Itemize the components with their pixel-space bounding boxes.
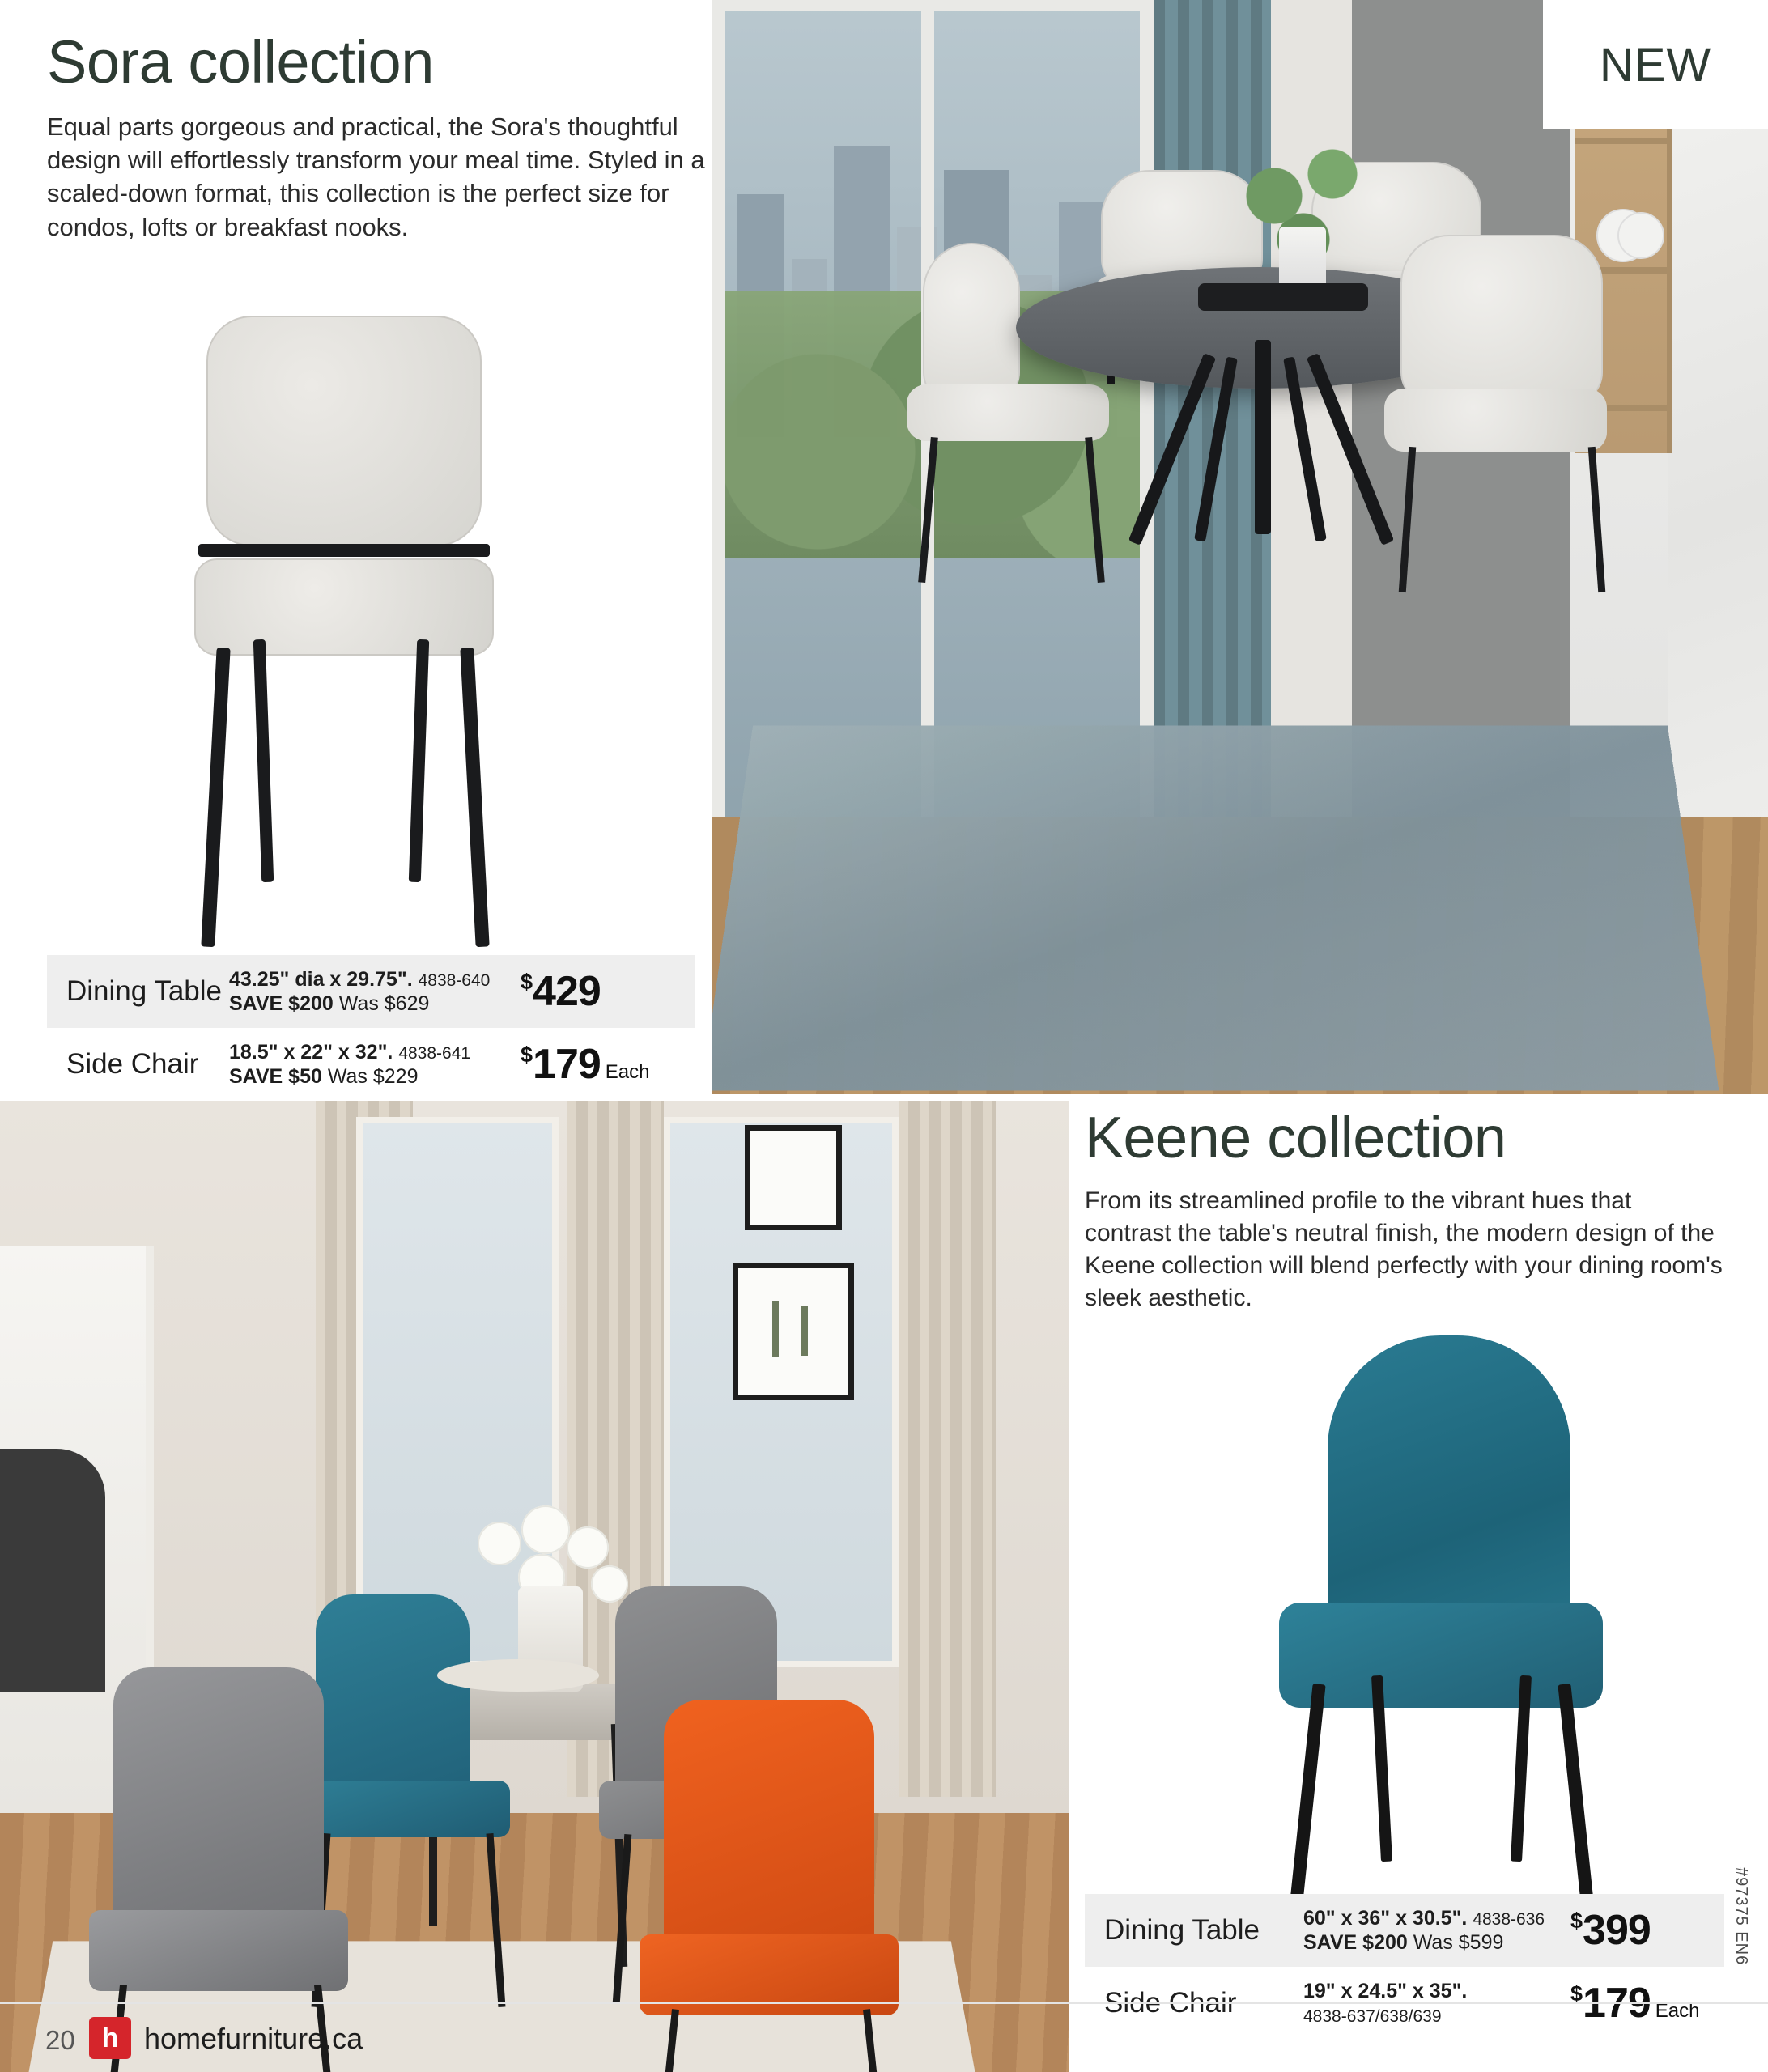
price-unit: Each bbox=[1655, 2000, 1700, 2022]
window-mullion bbox=[712, 0, 1158, 11]
product-price bbox=[521, 967, 606, 1016]
product-name: Dining Table bbox=[66, 975, 222, 1007]
chair-frame-bar bbox=[198, 544, 490, 557]
keene-title: Keene collection bbox=[1085, 1106, 1507, 1170]
product-save: SAVE $200 bbox=[229, 992, 334, 1015]
product-dimensions: 18.5" x 22" x 32". bbox=[229, 1041, 393, 1064]
product-details bbox=[229, 967, 521, 1016]
chair-back bbox=[206, 316, 482, 546]
product-was-price: Was $599 bbox=[1413, 1931, 1504, 1954]
product-price bbox=[521, 1040, 650, 1089]
chair-seat bbox=[194, 558, 494, 656]
area-rug-graphic bbox=[712, 725, 1719, 1090]
currency-symbol: $ bbox=[1570, 1981, 1583, 2006]
currency-symbol: $ bbox=[521, 970, 533, 994]
brand-logo-icon: h bbox=[89, 2017, 131, 2059]
firebox-graphic bbox=[0, 1449, 105, 1692]
tray-graphic bbox=[1198, 283, 1368, 311]
product-name: Side Chair bbox=[66, 1048, 199, 1080]
vase-graphic bbox=[1279, 227, 1326, 288]
currency-symbol: $ bbox=[1570, 1909, 1583, 1933]
product-dimensions: 60" x 36" x 30.5". bbox=[1303, 1907, 1468, 1930]
price-unit: Each bbox=[605, 1061, 650, 1083]
window-mullion bbox=[712, 0, 725, 817]
product-name: Side Chair bbox=[1104, 1987, 1237, 2019]
product-was-price: Was $629 bbox=[338, 992, 430, 1015]
product-details bbox=[229, 1040, 521, 1089]
product-sku: 4838-636 bbox=[1473, 1910, 1545, 1929]
price-amount: 399 bbox=[1583, 1907, 1651, 1954]
product-dimensions: 43.25" dia x 29.75". bbox=[229, 968, 413, 991]
sora-description: Equal parts gorgeous and practical, the Sora's thoughtful design will effortlessly transform your meal time. Styled in a scaled-down format, this collection is the perfect size for condos, lofts or breakfast nooks. bbox=[47, 113, 705, 241]
product-sku: 4838-640 bbox=[418, 971, 491, 990]
tray-graphic bbox=[437, 1659, 599, 1692]
table-base-graphic bbox=[1133, 340, 1392, 558]
product-price bbox=[1570, 1906, 1655, 1955]
sora-side-chair-product-image bbox=[170, 316, 534, 955]
plate-graphic bbox=[1617, 212, 1664, 259]
table-row bbox=[1085, 1894, 1724, 1967]
currency-symbol: $ bbox=[521, 1042, 533, 1067]
website-url[interactable]: homefurniture.ca bbox=[144, 2022, 363, 2055]
product-save: SAVE $200 bbox=[1303, 1931, 1408, 1954]
product-details bbox=[1303, 1906, 1570, 1955]
new-badge bbox=[1543, 0, 1768, 130]
keene-room-photo bbox=[0, 1101, 1069, 2072]
chair-seat bbox=[1279, 1603, 1603, 1708]
keene-text-block bbox=[1085, 1106, 1724, 1314]
price-amount: 179 bbox=[533, 1041, 601, 1088]
page-number: 20 bbox=[45, 2025, 75, 2055]
product-dimensions: 19" x 24.5" x 35". bbox=[1303, 1980, 1468, 2002]
product-save: SAVE $50 bbox=[229, 1065, 322, 1088]
wall-art-frame bbox=[745, 1125, 842, 1230]
keene-description: From its streamlined profile to the vibrant hues that contrast the table's neutral finish, the modern design of the Keene collection will blend perfectly with your dining room's sleek aesthetic. bbox=[1085, 1187, 1723, 1311]
page-footer bbox=[0, 2002, 1768, 2072]
table-row bbox=[47, 1028, 695, 1101]
price-amount: 429 bbox=[533, 968, 601, 1015]
product-sku: 4838-641 bbox=[398, 1044, 471, 1063]
sora-price-table bbox=[47, 955, 695, 1101]
price-amount: 179 bbox=[1583, 1980, 1651, 2027]
product-name: Dining Table bbox=[1104, 1914, 1260, 1946]
sora-text-block bbox=[47, 28, 711, 244]
wall-art-frame bbox=[733, 1263, 854, 1400]
keene-side-chair-product-image bbox=[1230, 1335, 1651, 1951]
catalog-code: #97375 EN6 bbox=[1732, 1866, 1750, 1965]
table-row bbox=[47, 955, 695, 1028]
product-was-price: Was $229 bbox=[327, 1065, 419, 1088]
sora-title: Sora collection bbox=[47, 28, 434, 96]
curtain-graphic bbox=[899, 1101, 996, 1797]
product-sku: 4838-637/638/639 bbox=[1303, 2007, 1442, 2026]
new-badge-label: NEW bbox=[1599, 38, 1712, 91]
sora-room-photo bbox=[712, 0, 1768, 1094]
sora-chair-graphic bbox=[1376, 235, 1619, 591]
